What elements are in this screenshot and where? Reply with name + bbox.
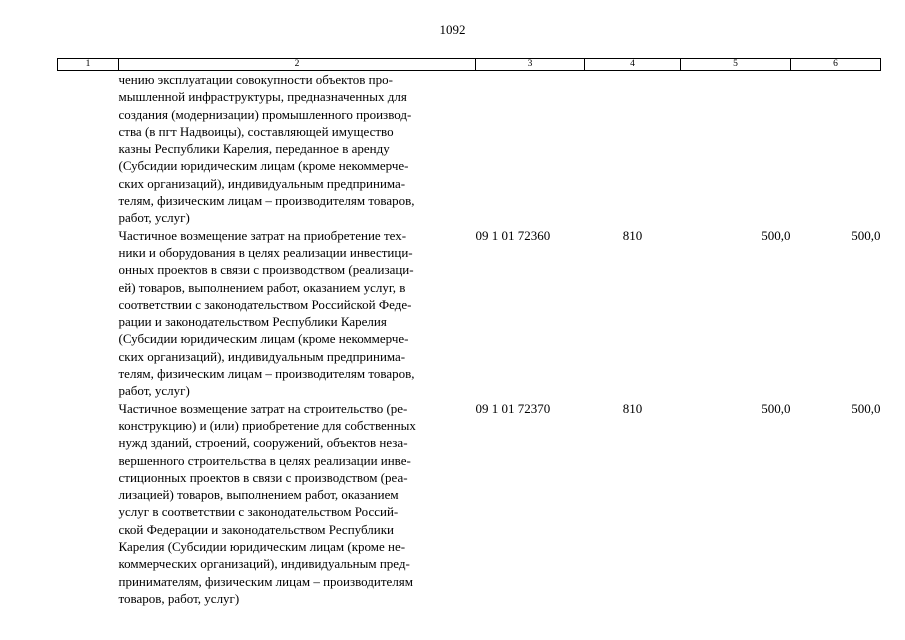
column-header-2: 2: [119, 59, 476, 71]
column-number-row: [58, 59, 881, 71]
page-number: 1092: [439, 22, 466, 37]
column-header-1: 1: [58, 59, 119, 71]
row-expense-type: [585, 71, 681, 227]
table-row: [58, 227, 881, 400]
row-name: Частичное возмещение затрат на приобретение тех- ники и оборудования в целях реализации инвестици- онных проектов в связи с производством (реализаци- ей) товаров, выполнением работ, оказанием услуг, в соответствии с законодательством Российской Феде- рации и законодательством Республики Карелия (Субсидии юридическим лицам (кроме некоммерче- ских организаций), индивидуальным предпринима- телям, физическим лицам – производителям товаров, работ, услуг): [118, 227, 415, 399]
row-code: 09 1 01 72360: [475, 227, 551, 243]
row-col1: [58, 71, 119, 227]
row-amount-1: 500,0: [761, 400, 791, 416]
row-expense-type: 810: [622, 400, 643, 416]
row-col1: [58, 227, 119, 400]
column-header-3: 3: [476, 59, 585, 71]
row-amount-1: [681, 71, 791, 227]
column-header-4: 4: [585, 59, 681, 71]
row-expense-type: 810: [622, 227, 643, 243]
row-code: [476, 71, 585, 227]
table-row: [58, 400, 881, 608]
row-amount-2: 500,0: [851, 400, 881, 416]
row-name: чению эксплуатации совокупности объектов про- мышленной инфраструктуры, предназначенных для создания (модернизации) промышленного производ- ства (в пгт Надвоицы), составляющей имущество казны Республики Карелия, переданное в аренду (Субсидии юридическим лицам (кроме некоммерче- ских организаций), индивидуальным предпринима- телям, физическим лицам – производителям товаров, работ, услуг): [118, 72, 415, 226]
row-name: Частичное возмещение затрат на строительство (ре- конструкцию) и (или) приобретение для собственных нужд зданий, строений, сооружений, объектов неза- вершенного строительства в целях реализации инве- стиционных проектов в связи с производством (реа- лизацией) товаров, выполнением работ, оказанием услуг в соответствии с законодательством Россий- ской Федерации и законодательством Республики Карелия (Субсидии юридическим лицам (кроме не- коммерческих организаций), индивидуальным пред- принимателям, физическим лицам – производителям товаров, работ, услуг): [118, 400, 416, 606]
row-amount-2: [791, 71, 881, 227]
row-code: 09 1 01 72370: [475, 400, 551, 416]
column-header-6: 6: [791, 59, 881, 71]
row-col1: [58, 400, 119, 608]
column-header-5: 5: [681, 59, 791, 71]
row-amount-2: 500,0: [851, 227, 881, 243]
budget-table: [57, 58, 881, 607]
table-row: [58, 71, 881, 227]
row-amount-1: 500,0: [761, 227, 791, 243]
